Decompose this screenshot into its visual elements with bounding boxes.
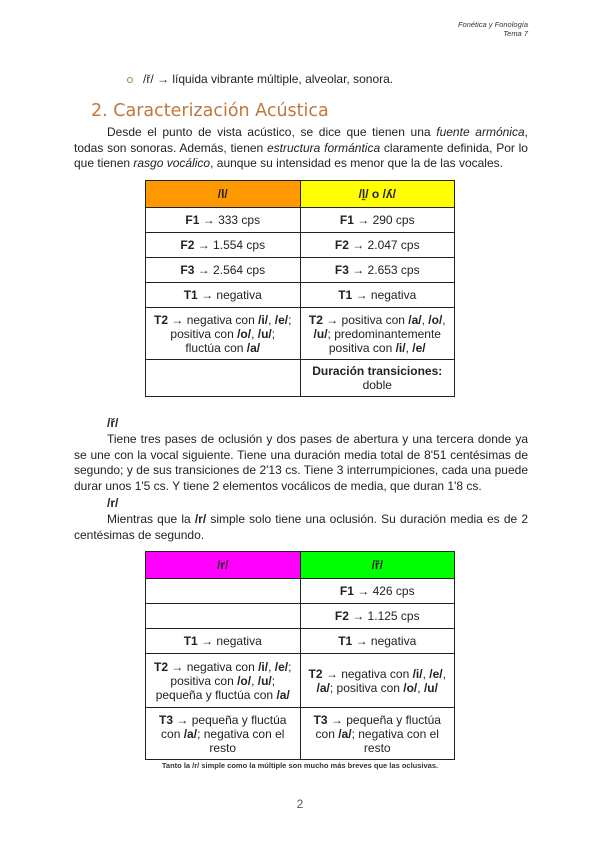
table-row: F3 → 2.564 cps F3 → 2.653 cps [146,258,455,283]
table-row: F2 → 1.554 cps F2 → 2.047 cps [146,233,455,258]
table-row: F2 → 1.125 cps [146,604,455,629]
header-l: /l/ [146,181,301,208]
header-rr: /ř/ [300,552,455,579]
table-row: T1 → negativa T1 → negativa [146,283,455,308]
bullet-item [127,72,393,86]
r-paragraph: Mientras que la /r/ simple solo tiene una oclusión. Su duración media es de 2 centésimas de segundo. [74,512,528,542]
table-row: T2 → negativa con /i/, /e/; positiva con /o/, /u/; pequeña y fluctúa con /a/ T2 → negativa con /i/, /e/, /a/; positiva con /o/, /u/ [146,654,455,708]
page-number: 2 [296,797,304,811]
r-label: /r/ [107,496,119,510]
intro-paragraph: Desde el punto de vista acústico, se dice que tienen una fuente armónica, todas son sonoras. Además, tienen estructura formántica claramente definida, Por lo que tienen rasgo vocálico, aunque su intensidad es menor que la de las vocales. [74,125,528,171]
vibrant-formant-table [145,551,455,760]
table-row: F1 → 426 cps [146,579,455,604]
section-title: 2. Caracterización Acústica [91,101,329,121]
header-r: /r/ [146,552,301,579]
table-row: F1 → 333 cps F1 → 290 cps [146,208,455,233]
header-ll: /l̯/ o /ʎ/ [300,181,455,208]
bullet-circle-icon [127,77,133,83]
header-course: Fonética y Fonología [457,20,528,29]
rr-paragraph: Tiene tres pases de oclusión y dos pases de abertura y una tercera donde ya se une con la vocal siguiente. Tiene una duración media total de 8'51 centésimas de segundo; y de sus transiciones de 2'13 cs. Tiene 3 interrumpiciones, cada una puede durar unos 1'5 cs. Y tiene 2 elementos vocálicos de media, que duran 1'8 cs. [74,432,528,493]
table-row: Duración transiciones: doble [146,360,455,397]
header-topic: Tema 7 [503,29,528,38]
table-row: T3 → pequeña y fluctúa con /a/; negativa con el resto T3 → pequeña y fluctúa con /a/; negativa con el resto [146,708,455,760]
table-row: T1 → negativa T1 → negativa [146,629,455,654]
lateral-formant-table [145,180,455,397]
table-caption: Tanto la /r/ simple como la múltiple son mucho más breves que las oclusivas. [161,761,439,770]
bullet-text: /ř/ → líquida vibrante múltiple, alveolar, sonora. [143,72,394,86]
running-header [458,20,528,38]
table-row: T2 → negativa con /i/, /e/; positiva con /o/, /u/; fluctúa con /a/ T2 → positiva con /a/, /o/, /u/; predominantemente positiva con /i/, /e/ [146,308,455,360]
rr-label: /ř/ [107,416,119,430]
